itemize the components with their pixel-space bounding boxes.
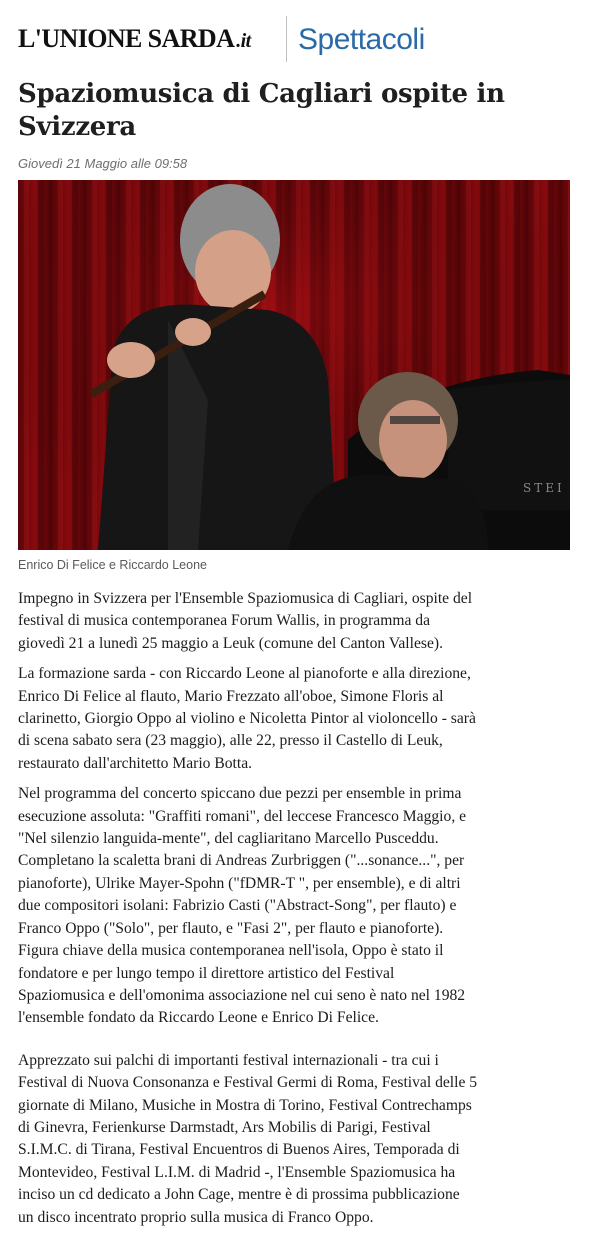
- article-paragraph: [18, 588, 598, 655]
- paragraph-line: esecuzione assoluta: "Graffiti romani", del leccese Francesco Maggio, e: [18, 807, 467, 825]
- paragraph-line: pianoforte), Ulrike Mayer-Spohn ("fDMR-T ", per ensemble), e di altri: [18, 874, 461, 892]
- photo-caption: Enrico Di Felice e Riccardo Leone: [18, 558, 207, 572]
- paragraph-line: Spaziomusica e dell'omonima associazione nel cui seno è nato nel 1982: [18, 986, 466, 1004]
- header-divider: [286, 16, 287, 62]
- piano-brand-text: STEI: [523, 481, 565, 495]
- paragraph-line: Apprezzato sui palchi di importanti festival internazionali - tra cui i: [18, 1051, 439, 1069]
- paragraph-line: fondatore e per lungo tempo il direttore artistico del Festival: [18, 964, 395, 982]
- logo-text: L'UNIONE SARDA: [18, 24, 235, 53]
- paragraph-line: giornate di Milano, Musiche in Mostra di Torino, Festival Contrechamps: [18, 1096, 472, 1114]
- article-paragraph: [18, 663, 598, 775]
- paragraph-line: "Nel silenzio languida-mente", del cagliaritano Marcello Pusceddu.: [18, 830, 439, 848]
- paragraph-line: di Ginevra, Ferienkurse Darmstadt, Ars Mobilis di Parigi, Festival: [18, 1118, 431, 1136]
- paragraph-line: Impegno in Svizzera per l'Ensemble Spaziomusica di Cagliari, ospite del: [18, 590, 473, 607]
- site-header: [0, 0, 608, 70]
- paragraph-line: Enrico Di Felice al flauto, Mario Frezzato all'oboe, Simone Floris al: [18, 687, 444, 705]
- section-name[interactable]: Spettacoli: [298, 23, 425, 56]
- paragraph-line: Franco Oppo ("Solo", per flauto, e "Fasi 2", per flauto e pianoforte).: [18, 919, 444, 937]
- paragraph-line: clarinetto, Giorgio Oppo al violino e Nicoletta Pintor al violoncello - sarà: [18, 710, 476, 728]
- logo-tld: .it: [236, 30, 251, 52]
- paragraph-line: S.I.M.C. di Tirana, Festival Encuentros di Buenos Aires, Temporada di: [18, 1141, 460, 1159]
- site-logo[interactable]: [18, 24, 251, 56]
- article-date: Giovedì 21 Maggio alle 09:58: [18, 156, 188, 171]
- paragraph-line: restaurato dall'architetto Mario Botta.: [18, 754, 253, 772]
- paragraph-line: l'ensemble fondato da Riccardo Leone e Enrico Di Felice.: [18, 1009, 379, 1027]
- paragraph-line: giovedì 21 a lunedì 25 maggio a Leuk (comune del Canton Vallese).: [18, 634, 443, 652]
- paragraph-line: di scena sabato sera (23 maggio), alle 22, presso il Castello di Leuk,: [18, 732, 443, 750]
- article-paragraph: [18, 783, 598, 1029]
- paragraph-line: Festival di Nuova Consonanza e Festival Germi di Roma, Festival delle 5: [18, 1074, 478, 1092]
- article-photo: [18, 180, 570, 550]
- article-paragraph: [18, 1050, 598, 1229]
- paragraph-line: inciso un cd dedicato a John Cage, mentre è di prossima pubblicazione: [18, 1186, 460, 1204]
- paragraph-line: Nel programma del concerto spiccano due pezzi per ensemble in prima: [18, 785, 462, 803]
- paragraph-line: Completano la scaletta brani di Andreas Zurbriggen ("...sonance...", per: [18, 852, 465, 870]
- paragraph-line: due compositori isolani: Fabrizio Casti ("Abstract-Song", per flauto) e: [18, 897, 457, 915]
- paragraph-line: festival di musica contemporanea Forum Wallis, in programma da: [18, 612, 431, 630]
- article-title: Spaziomusica di Cagliari ospite in Svizzera: [18, 79, 505, 142]
- paragraph-line: La formazione sarda - con Riccardo Leone al pianoforte e alla direzione,: [18, 665, 471, 683]
- paragraph-line: un disco incentrato proprio sulla musica di Franco Oppo.: [18, 1208, 374, 1226]
- article-body: [18, 588, 598, 1236]
- paragraph-line: Figura chiave della musica contemporanea nell'isola, Oppo è stato il: [18, 942, 444, 960]
- paragraph-line: Montevideo, Festival L.I.M. di Madrid -, l'Ensemble Spaziomusica ha: [18, 1163, 456, 1181]
